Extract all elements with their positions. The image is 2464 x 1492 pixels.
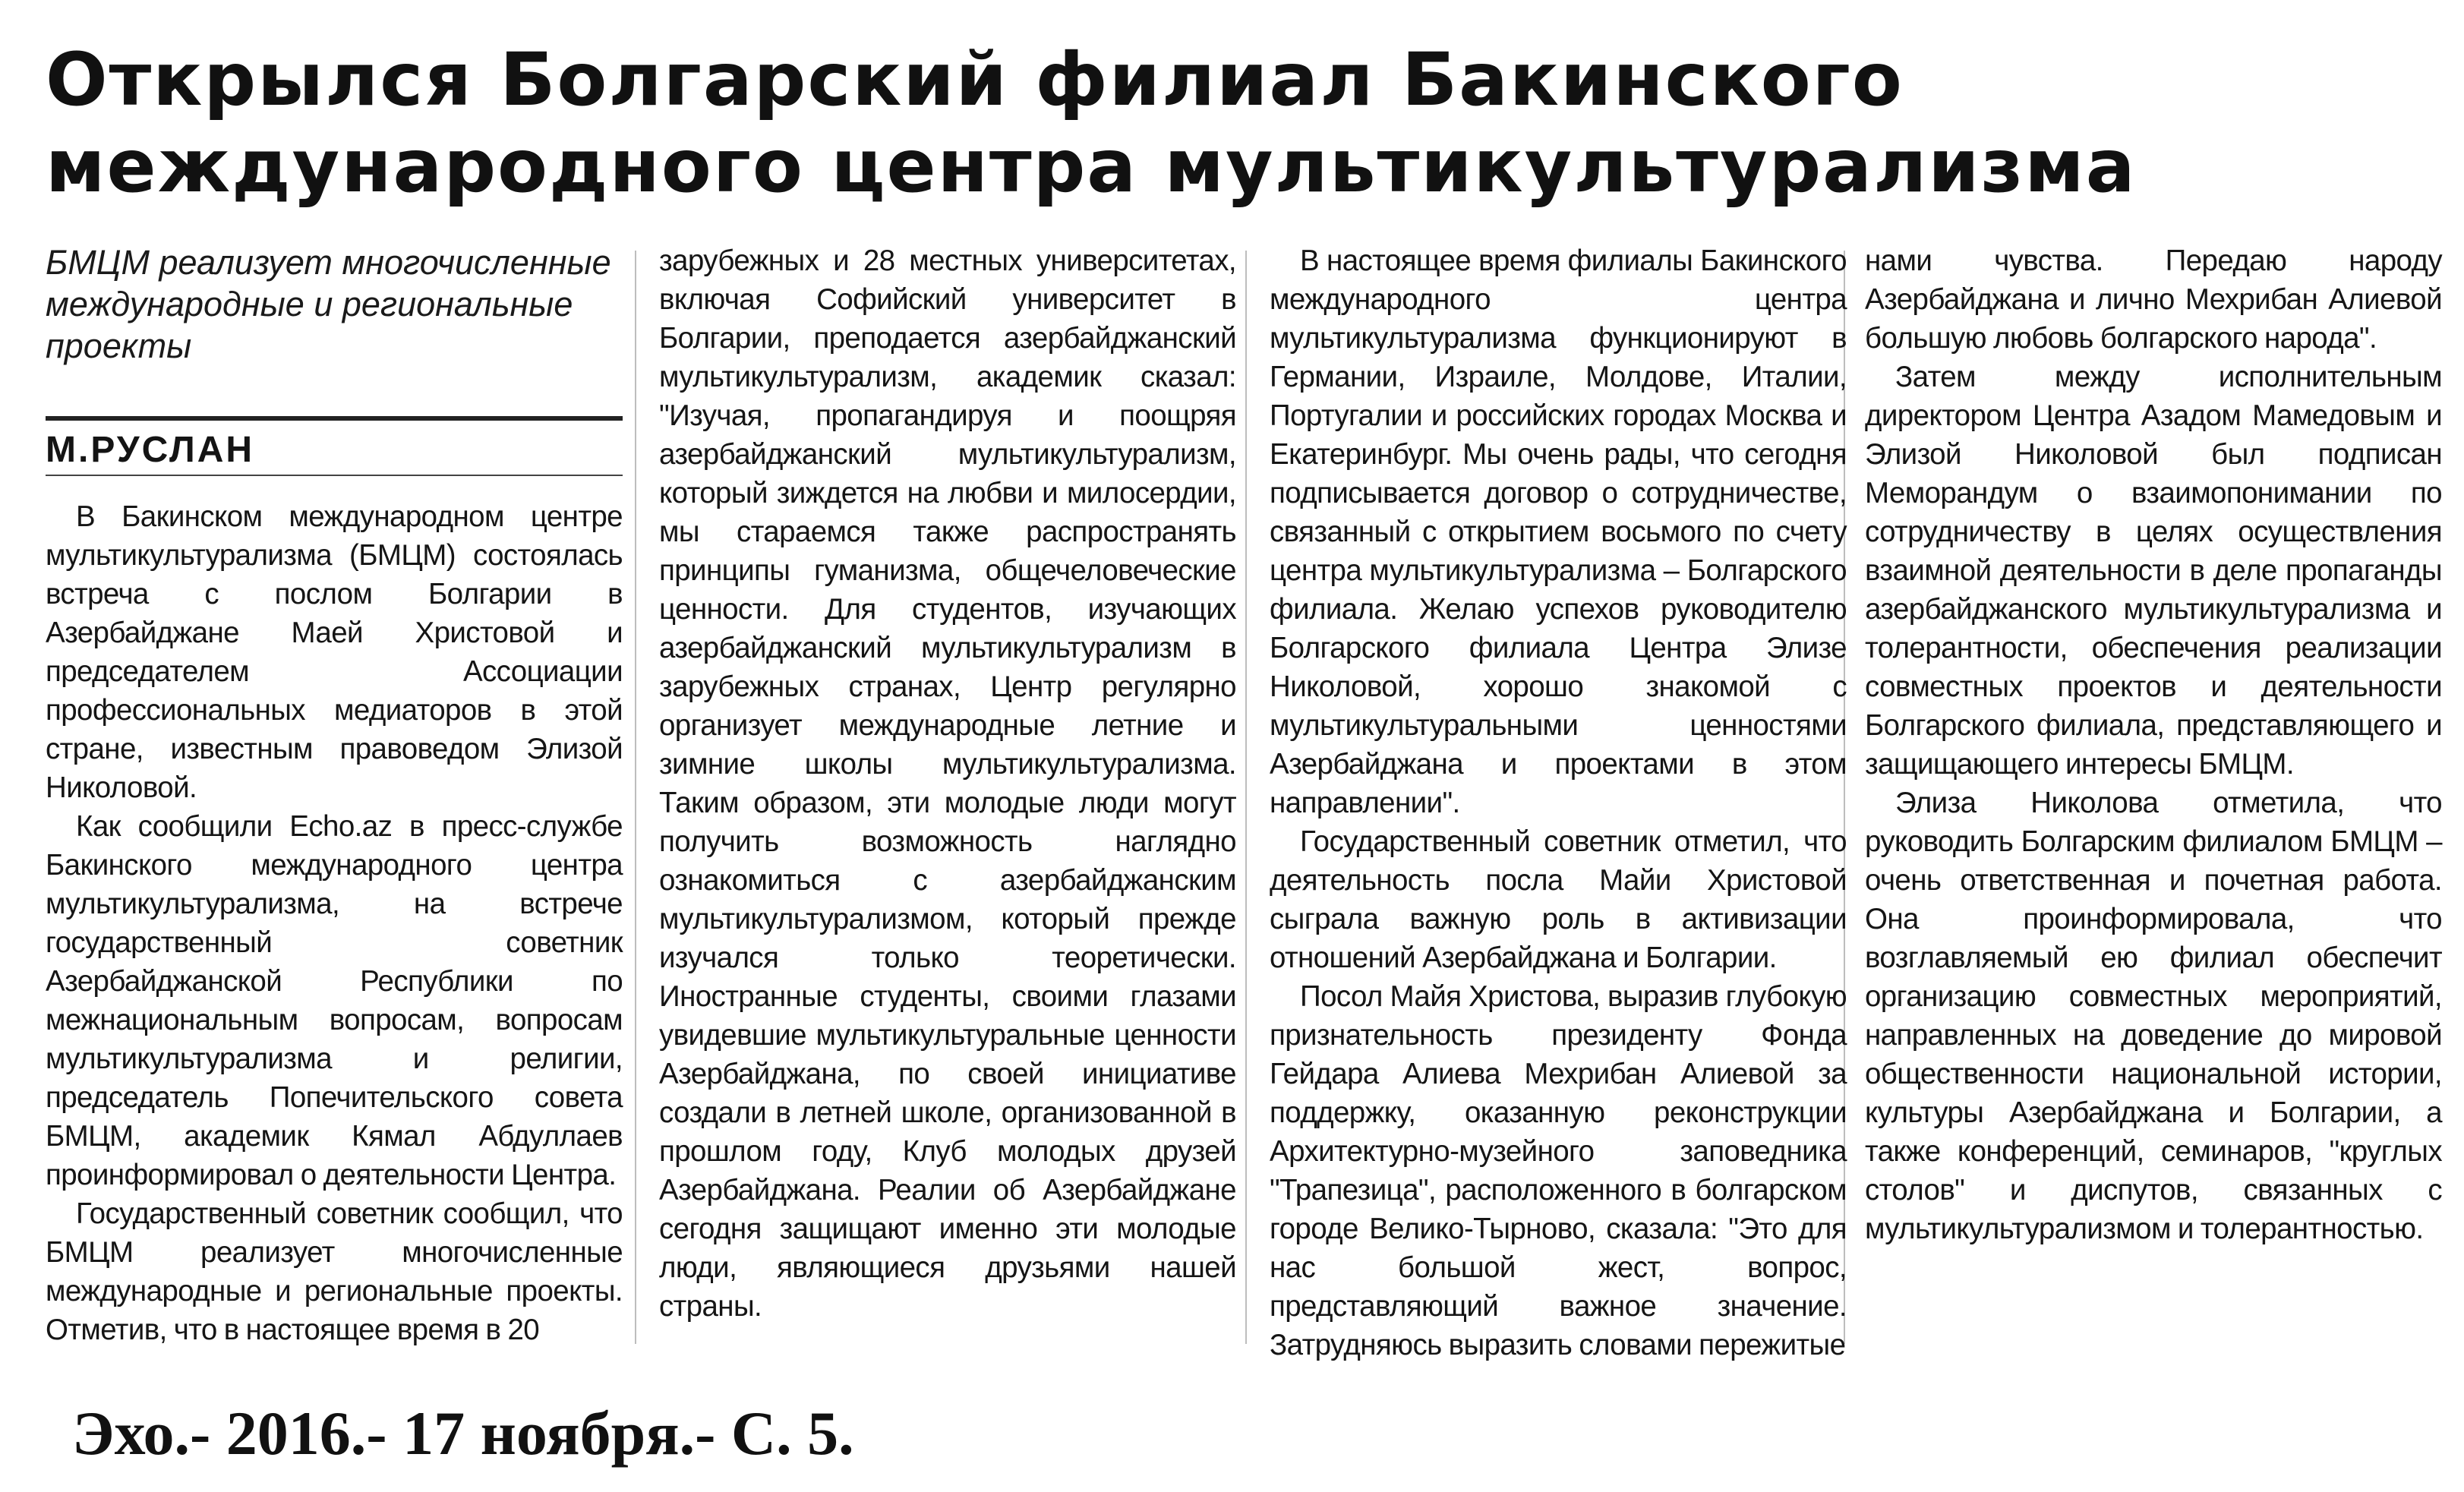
article-column-2 bbox=[659, 241, 1236, 1326]
paragraph: Посол Майя Христова, выразив глубокую признательность президенту Фонда Гейдара Алиева Мехрибан Алиевой за поддержку, оказанную реконструкции Архитектурно-музейного заповедника "Трапезица", расположенного в болгарском городе Велико-Тырново, сказала: "Это для нас большой жест, вопрос, представляющий важное значение. Затрудняюсь выразить словами пережитые bbox=[1270, 980, 1847, 1361]
column-divider bbox=[1245, 251, 1247, 1344]
source-citation: Эхо.- 2016.- 17 ноября.- С. 5. bbox=[72, 1399, 854, 1468]
paragraph: Элиза Николова отметила, что руководить Болгарским филиалом БМЦМ – очень ответственная и почетная работа. Она проинформировала, что возглавляемый ею филиал обеспечит организацию совместных мероприятий, направленных на доведение до мировой общественности национальной истории, культуры Азербайджана и Болгарии, а также конференций, семинаров, "круглых столов" и диспутов, связанных с мультикультурализмом и толерантностью. bbox=[1865, 787, 2442, 1245]
author-byline: М.РУСЛАН bbox=[46, 416, 623, 471]
paragraph: Затем между исполнительным директором Центра Азадом Мамедовым и Элизой Николовой был подписан Меморандум о взаимопонимании по сотрудничеству в целях осуществления взаимной деятельности в деле пропаганды азербайджанского мультикультурализма и толерантности, обеспечения реализации совместных проектов и деятельности Болгарского филиала, представляющего и защищающего интересы БМЦМ. bbox=[1865, 361, 2442, 781]
paragraph: зарубежных и 28 местных университетах, включая Софийский университет в Болгарии, преподается азербайджанский мультикультурализм, академик сказал: "Изучая, пропагандируя и поощряя азербайджанский мультикультурализм, который зиждется на любви и милосердии, мы стараемся также распространять принципы гуманизма, общечеловеческие ценности. Для студентов, изучающих азербайджанский мультикультурализм в зарубежных странах, Центр регулярно организует международные летние и зимние школы мультикультурализма. Таким образом, эти молодые люди могут получить возможность наглядно ознакомиться с азербайджанским мультикультурализмом, который прежде изучался только теоретически. Иностранные студенты, своими глазами увидевшие мультикультуральные ценности Азербайджана, по своей инициативе создали в летней школе, организованной в прошлом году, Клуб молодых друзей Азербайджана. Реалии об Азербайджане сегодня защищают именно эти молодые люди, являющиеся друзьями нашей страны. bbox=[659, 244, 1236, 1323]
headline-line-2: международного центра мультикультурализма bbox=[46, 124, 2137, 209]
paragraph: нами чувства. Передаю народу Азербайджана и лично Мехрибан Алиевой большую любовь болгарского народа". bbox=[1865, 244, 2442, 355]
paragraph: В Бакинском международном центре мультикультурализма (БМЦМ) состоялась встреча с послом Болгарии в Азербайджане Маей Христовой и председателем Ассоциации профессиональных медиаторов в этой стране, известным правоведом Элизой Николовой. bbox=[46, 500, 623, 804]
byline-rule bbox=[46, 475, 623, 476]
paragraph: Как сообщили Echo.az в пресс-службе Бакинского международного центра мультикультурализма, на встрече государственный советник Азербайджанской Республики по межнациональным вопросам, вопросам мультикультурализма и религии, председатель Попечительского совета БМЦМ, академик Кямал Абдуллаев проинформировал о деятельности Центра. bbox=[46, 810, 623, 1191]
article-column-3 bbox=[1270, 241, 1847, 1364]
paragraph: Государственный советник отметил, что деятельность посла Майи Христовой сыграла важную роль в активизации отношений Азербайджана и Болгарии. bbox=[1270, 825, 1847, 974]
column-divider bbox=[635, 251, 636, 1344]
article-subhead: БМЦМ реализует многочисленные международные и региональные проекты bbox=[46, 243, 611, 365]
paragraph: Государственный советник сообщил, что БМЦМ реализует многочисленные международные и региональные проекты. Отметив, что в настоящее время в 20 bbox=[46, 1197, 623, 1346]
article-column-1 bbox=[46, 497, 623, 1349]
paragraph: В настоящее время филиалы Бакинского международного центра мультикультурализма функционируют в Германии, Израиле, Молдове, Италии, Португалии и российских городах Москва и Екатеринбург. Мы очень рады, что сегодня подписывается договор о сотрудничестве, связанный с открытием восьмого по счету центра мультикультурализма – Болгарского филиала. Желаю успехов руководителю Болгарского филиала Центра Элизе Николовой, хорошо знакомой с мультикультуральными ценностями Азербайджана и проектами в этом направлении". bbox=[1270, 244, 1847, 819]
article-headline bbox=[46, 36, 2430, 210]
headline-line-1: Открылся Болгарский филиал Бакинского bbox=[46, 37, 1904, 122]
article-column-4 bbox=[1865, 241, 2442, 1248]
